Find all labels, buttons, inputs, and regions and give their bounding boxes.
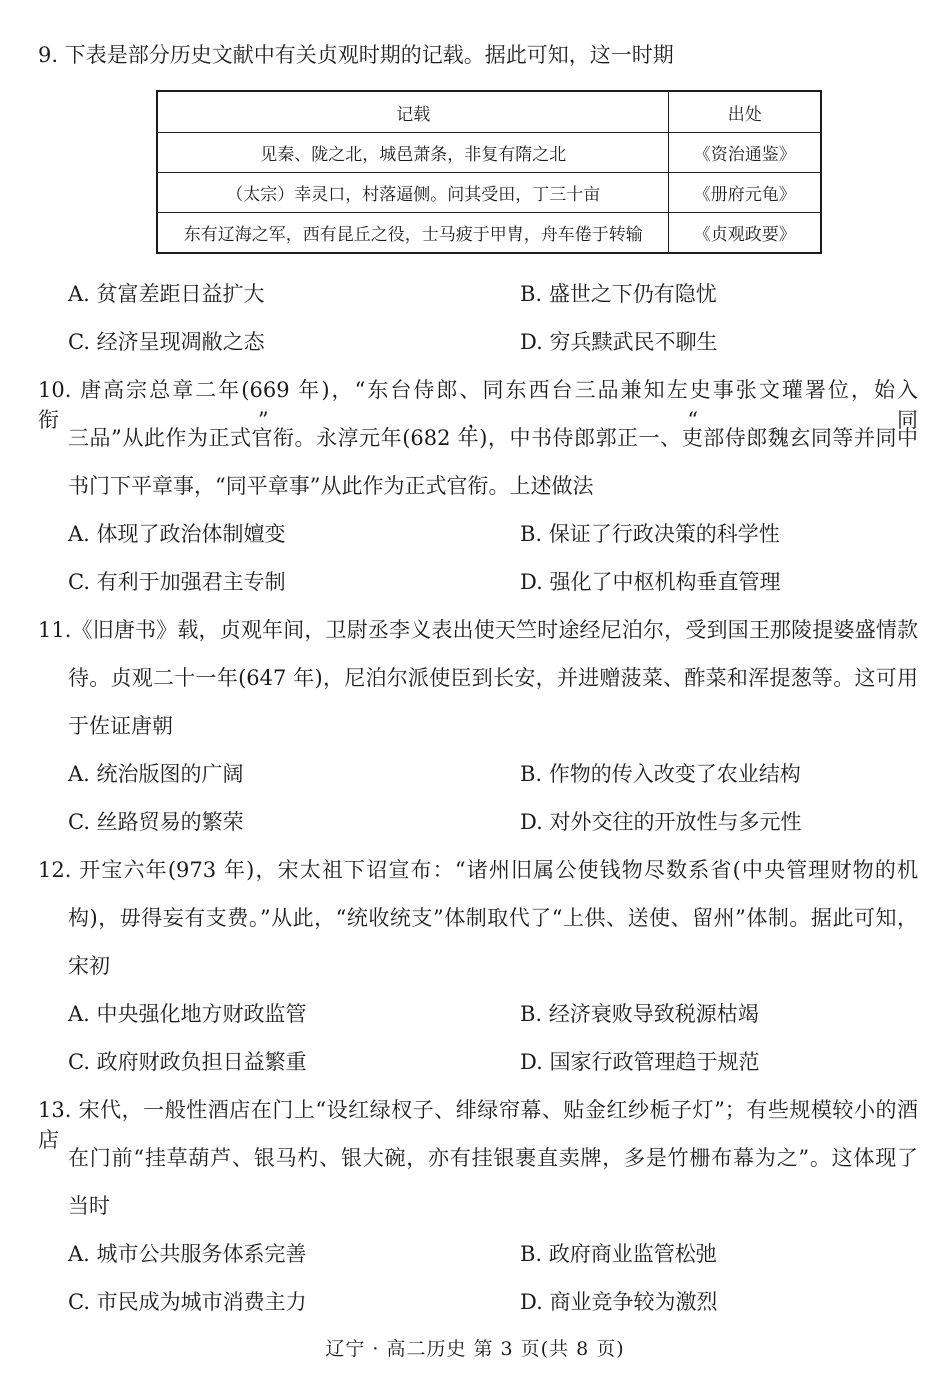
q12-stem-line-2: 构)，毋得妄有支费。”从此，“统收统支”体制取代了“上供、送使、留州”体制。据此可知， [68, 906, 918, 930]
q11-option-c[interactable]: C. 丝路贸易的繁荣 [68, 810, 244, 834]
q9-option-d[interactable]: D. 穷兵黩武民不聊生 [520, 330, 718, 354]
q13-option-b[interactable]: B. 政府商业监管松弛 [520, 1242, 717, 1266]
q10-option-d[interactable]: D. 强化了中枢机构垂直管理 [520, 570, 781, 594]
q13-option-c[interactable]: C. 市民成为城市消费主力 [68, 1290, 307, 1314]
table-row [157, 213, 821, 254]
q11-stem-line-1: 11.《旧唐书》载，贞观年间，卫尉丞李义表出使天竺时途经尼泊尔，受到国王那陵提婆盛情款 [38, 618, 918, 642]
page-footer: 辽宁 · 高二历史 第 3 页(共 8 页) [325, 1338, 625, 1360]
q11-option-d[interactable]: D. 对外交往的开放性与多元性 [520, 810, 802, 834]
q12-option-a[interactable]: A. 中央强化地方财政监管 [68, 1002, 307, 1026]
record-cell: 东有辽海之军，西有昆丘之役，士马疲于甲胄，舟车倦于转输 [157, 213, 669, 254]
header-record: 记载 [157, 91, 669, 133]
q13-stem-line-2: 在门前“挂草葫芦、银马杓、银大碗，亦有挂银裹直卖牌，多是竹栅布幕为之”。这体现了 [68, 1146, 918, 1170]
q12-stem-line-3: 宋初 [68, 954, 110, 978]
table-row [157, 173, 821, 213]
q12-option-b[interactable]: B. 经济衰败导致税源枯竭 [520, 1002, 759, 1026]
q13-option-d[interactable]: D. 商业竞争较为激烈 [520, 1290, 718, 1314]
q11-stem-line-2: 待。贞观二十一年(647 年)，尼泊尔派使臣到长安，并进赠菠菜、酢菜和浑提葱等。这可用 [68, 666, 918, 690]
q9-option-b[interactable]: B. 盛世之下仍有隐忧 [520, 282, 717, 306]
table-header-row [157, 91, 821, 133]
q10-option-a[interactable]: A. 体现了政治体制嬗变 [68, 522, 286, 546]
q10-stem-line-2: 三品”从此作为正式官衔。永淳元年(682 年)，中书侍郎郭正一、吏部侍郎魏玄同等并同中 [68, 426, 918, 450]
q11-stem-line-3: 于佐证唐朝 [68, 714, 173, 738]
source-cell: 《册府元龟》 [669, 173, 821, 213]
source-cell: 《资治通鉴》 [669, 133, 821, 173]
record-cell: 见秦、陇之北，城邑萧条，非复有隋之北 [157, 133, 669, 173]
q9-records-table [156, 90, 822, 254]
q11-option-b[interactable]: B. 作物的传入改变了农业结构 [520, 762, 801, 786]
q9-stem: 9. 下表是部分历史文献中有关贞观时期的记载。据此可知，这一时期 [38, 43, 674, 67]
q9-option-c[interactable]: C. 经济呈现凋敝之态 [68, 330, 265, 354]
q10-option-b[interactable]: B. 保证了行政决策的科学性 [520, 522, 780, 546]
q10-option-c[interactable]: C. 有利于加强君主专制 [68, 570, 286, 594]
q13-stem-line-1: 13. 宋代，一般性酒店在门上“设红绿杈子、绯绿帘幕、贴金红纱栀子灯”；有些规模较小的酒店 [38, 1098, 918, 1152]
q12-stem-line-1: 12. 开宝六年(973 年)，宋太祖下诏宣布：“诸州旧属公使钱物尽数系省(中央管理财物的机 [38, 858, 918, 882]
q10-stem-line-3: 书门下平章事，“同平章事”从此作为正式官衔。上述做法 [68, 474, 594, 498]
header-source: 出处 [669, 91, 821, 133]
q9-option-a[interactable]: A. 贫富差距日益扩大 [68, 282, 265, 306]
q12-option-d[interactable]: D. 国家行政管理趋于规范 [520, 1050, 760, 1074]
q13-stem-line-3: 当时 [68, 1194, 110, 1218]
source-cell: 《贞观政要》 [669, 213, 821, 254]
table-row [157, 133, 821, 173]
q12-option-c[interactable]: C. 政府财政负担日益繁重 [68, 1050, 307, 1074]
q10-stem-line-1: 10. 唐高宗总章二年(669 年)，“东台侍郎、同东西台三品兼知左史事张文瓘署位，始入衔”，“同 [38, 378, 918, 432]
record-cell: （太宗）幸灵口，村落逼侧。问其受田，丁三十亩 [157, 173, 669, 213]
q13-option-a[interactable]: A. 城市公共服务体系完善 [68, 1242, 307, 1266]
q11-option-a[interactable]: A. 统治版图的广阔 [68, 762, 244, 786]
